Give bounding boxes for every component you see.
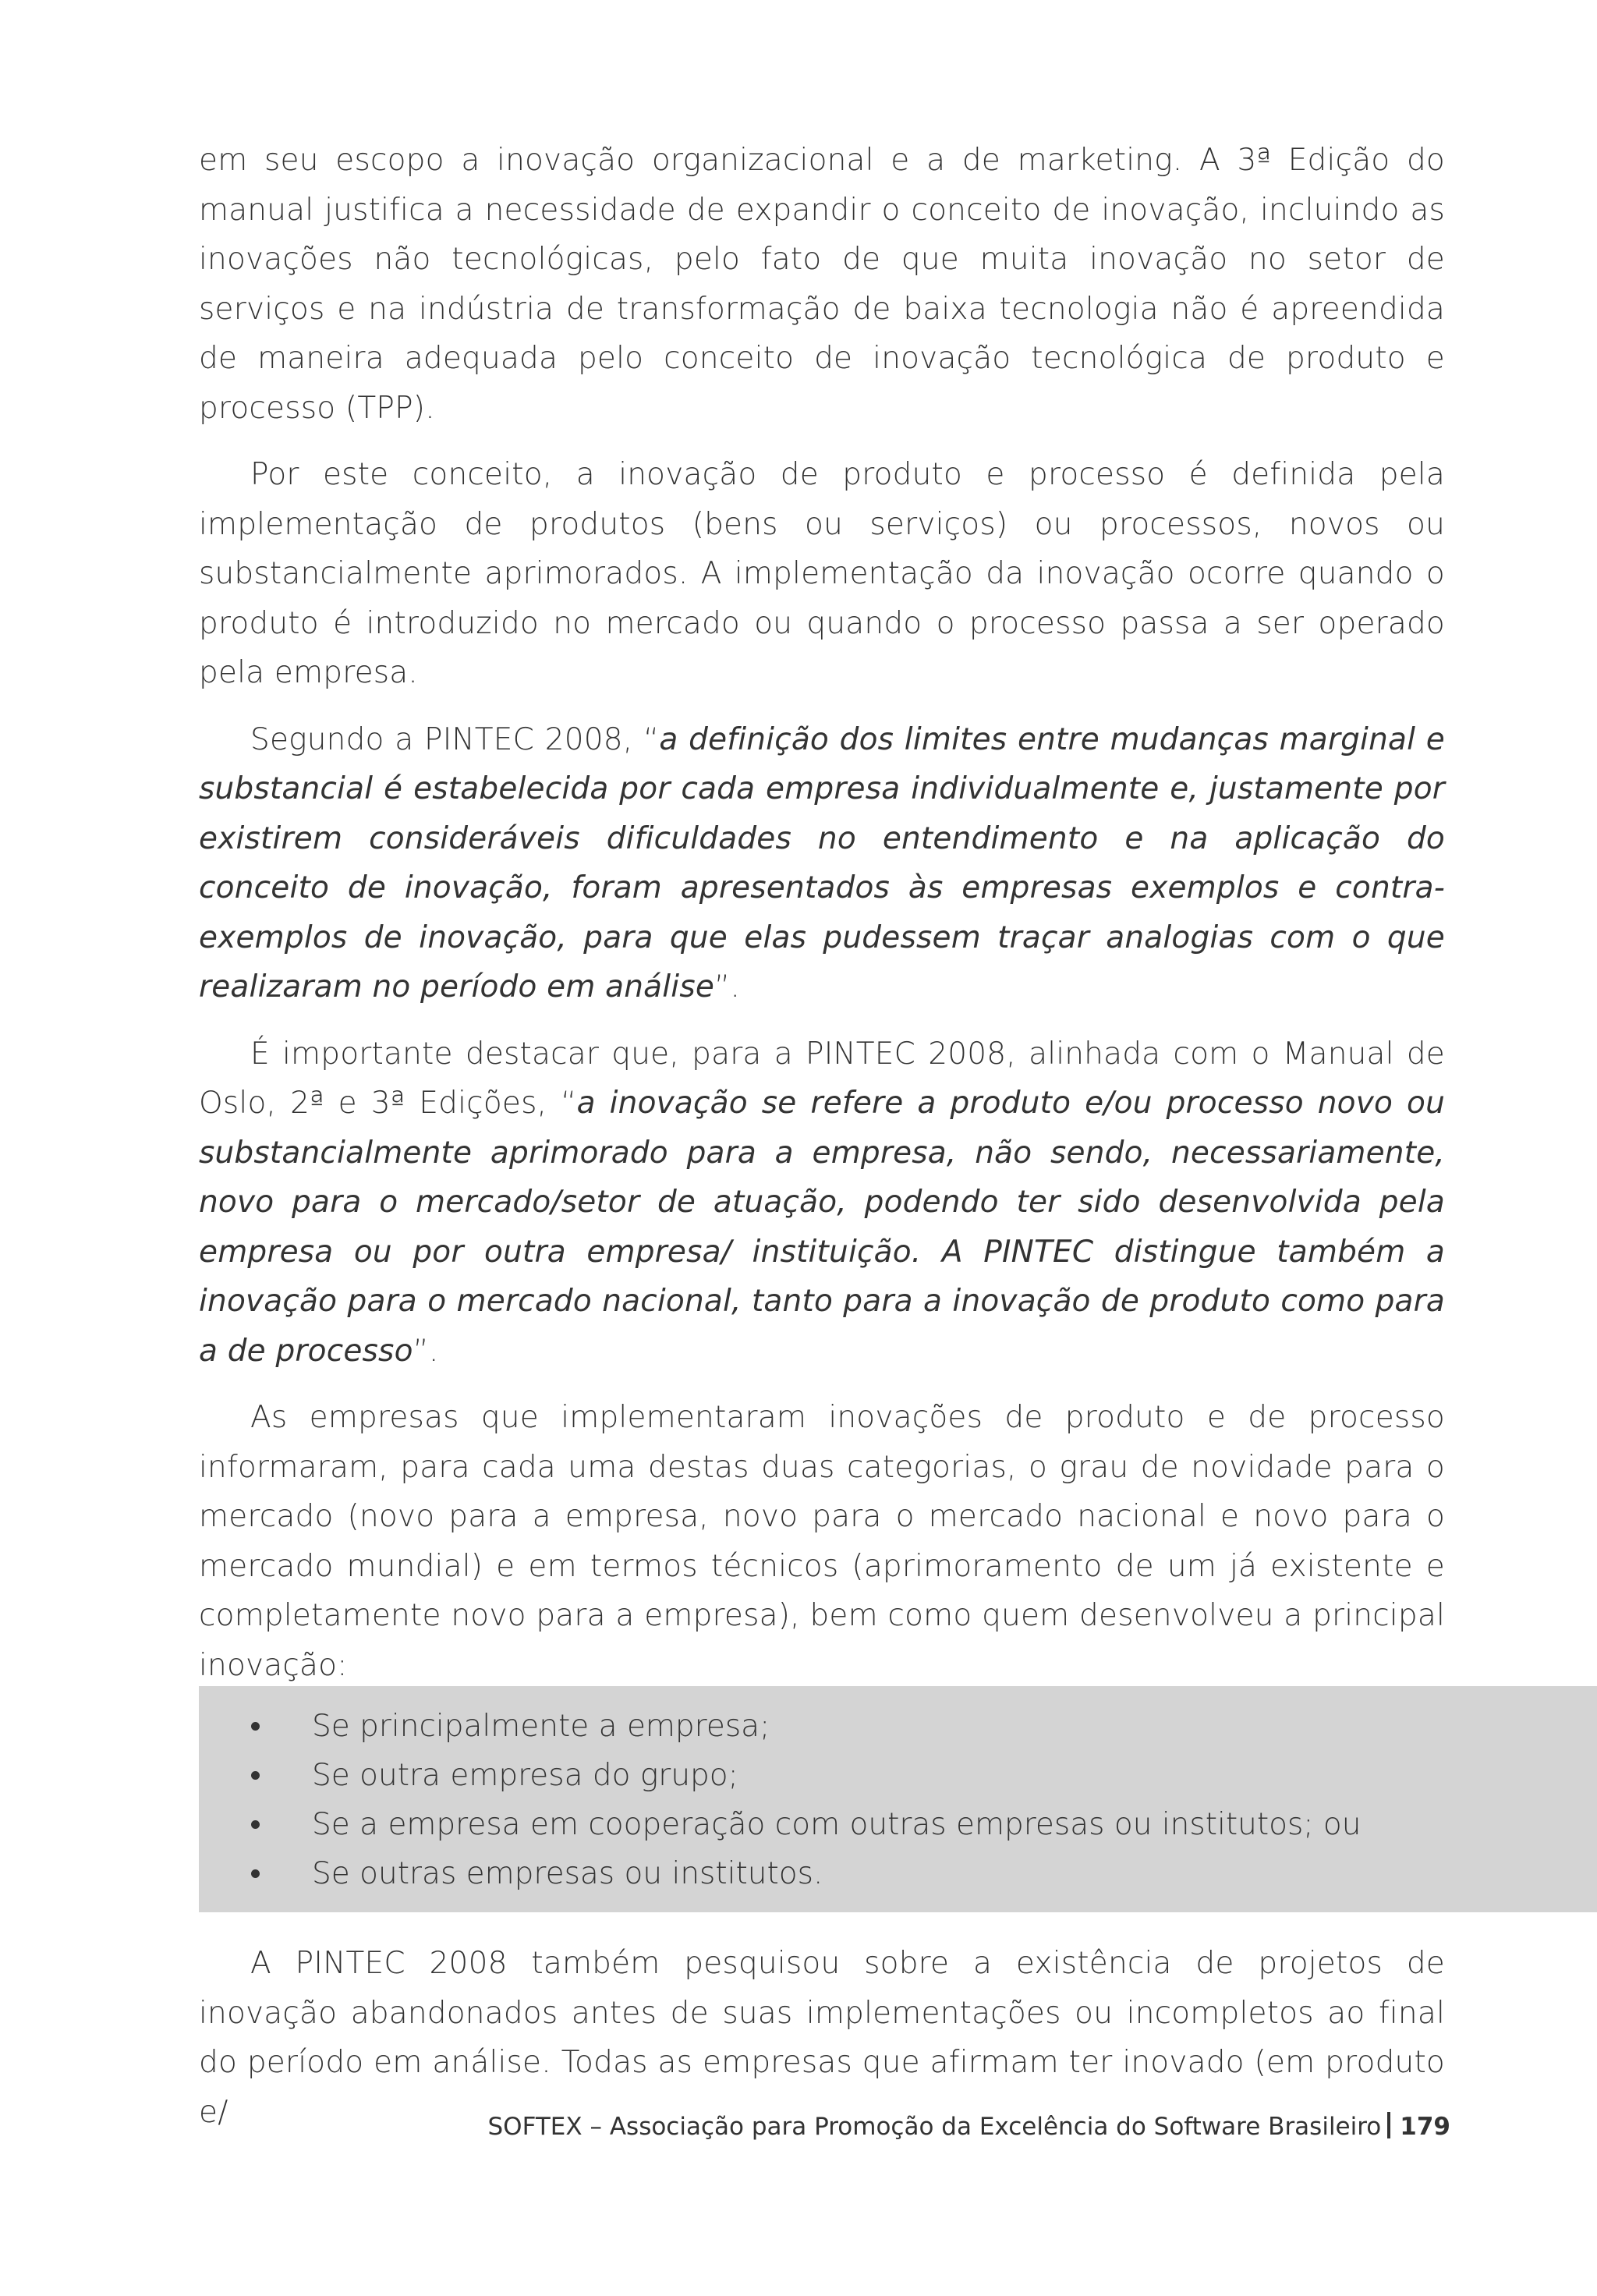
paragraph-3 xyxy=(199,715,1445,1012)
paragraph-1: em seu escopo a inovação organizacional e a de marketing. A 3ª Edição do manual justifica a necessidade de expandir o conceito de inovação, incluindo as inovações não tecnológicas, pelo fato de que muita inovação no setor de serviços e na indústria de transformação de baixa tecnologia não é apreendida de maneira adequada pelo conceito de inovação tecnológica de produto e processo (TPP). xyxy=(199,143,1445,426)
bullet-dot-icon xyxy=(251,1820,260,1829)
list-item-text: Se outras empresas ou institutos. xyxy=(312,1856,823,1891)
paragraph-3-quote: a definição dos limites entre mudanças marginal e substancial é estabelecida por cada empresa individualmente e, justamente por existirem consideráveis dificuldades no entendimento e na aplicação do conceito de inovação, foram apresentados às empresas exemplos e contra-exemplos de inovação, para que elas pudessem traçar analogias com o que realizaram no período em análise xyxy=(199,721,1445,1004)
bullet-dot-icon xyxy=(251,1869,260,1878)
list-item-text: Se a empresa em cooperação com outras empresas ou institutos; ou xyxy=(312,1807,1362,1842)
paragraph-3-lead: Segundo a PINTEC 2008, “ xyxy=(250,721,660,757)
paragraph-2: Por este conceito, a inovação de produto e processo é definida pela implementação de produtos (bens ou serviços) ou processos, novos ou substancialmente aprimorados. A implementação da inovação ocorre quando o produto é introduzido no mercado ou quando o processo passa a ser operado pela empresa. xyxy=(199,457,1445,690)
page-footer xyxy=(488,2112,1451,2141)
body-text xyxy=(199,136,1445,1690)
paragraph-3-tail: ”. xyxy=(714,969,741,1004)
paragraph-4-quote: a inovação se refere a produto e/ou processo novo ou substancialmente aprimorado para a empresa, não sendo, necessariamente, novo para o mercado/setor de atuação, podendo ter sido desenvolvida pela empresa ou por outra empresa/ instituição. A PINTEC distingue também a inovação para o mercado nacional, tanto para a inovação de produto como para a de processo xyxy=(199,1086,1445,1369)
list-item xyxy=(199,1800,1597,1849)
bullet-list-box xyxy=(199,1686,1597,1912)
paragraph-4 xyxy=(199,1029,1445,1377)
list-item xyxy=(199,1751,1597,1800)
paragraph-4-lead: É importante destacar que, para a PINTEC 2008, alinhada com o Manual de Oslo, 2ª e 3ª Edições, “ xyxy=(199,1036,1445,1121)
paragraph-4-tail: ”. xyxy=(413,1333,439,1369)
body-text-continued xyxy=(199,1939,1445,2137)
paragraph-5: As empresas que implementaram inovações de produto e de processo informaram, para cada uma destas duas categorias, o grau de novidade para o mercado (novo para a empresa, novo para o mercado nacional e novo para o mercado mundial) e em termos técnicos (aprimoramento de um já existente e completamente novo para a empresa), bem como quem desenvolveu a principal inovação: xyxy=(199,1400,1445,1683)
page-number: 179 xyxy=(1400,2113,1450,2141)
bullet-dot-icon xyxy=(251,1722,260,1731)
footer-text: SOFTEX – Associação para Promoção da Excelência do Software Brasileiro xyxy=(487,2113,1382,2141)
list-item xyxy=(199,1702,1597,1751)
bullet-dot-icon xyxy=(251,1771,260,1780)
list-item-text: Se principalmente a empresa; xyxy=(312,1709,770,1744)
paragraph-6: A PINTEC 2008 também pesquisou sobre a existência de projetos de inovação abandonados antes de suas implementações ou incompletos ao final do período em análise. Todas as empresas que afirmam ter inovado (em produto e/ xyxy=(199,1946,1445,2130)
list-item xyxy=(199,1849,1597,1898)
footer-separator xyxy=(1387,2112,1390,2138)
list-item-text: Se outra empresa do grupo; xyxy=(312,1758,738,1793)
bullet-list xyxy=(199,1702,1597,1898)
